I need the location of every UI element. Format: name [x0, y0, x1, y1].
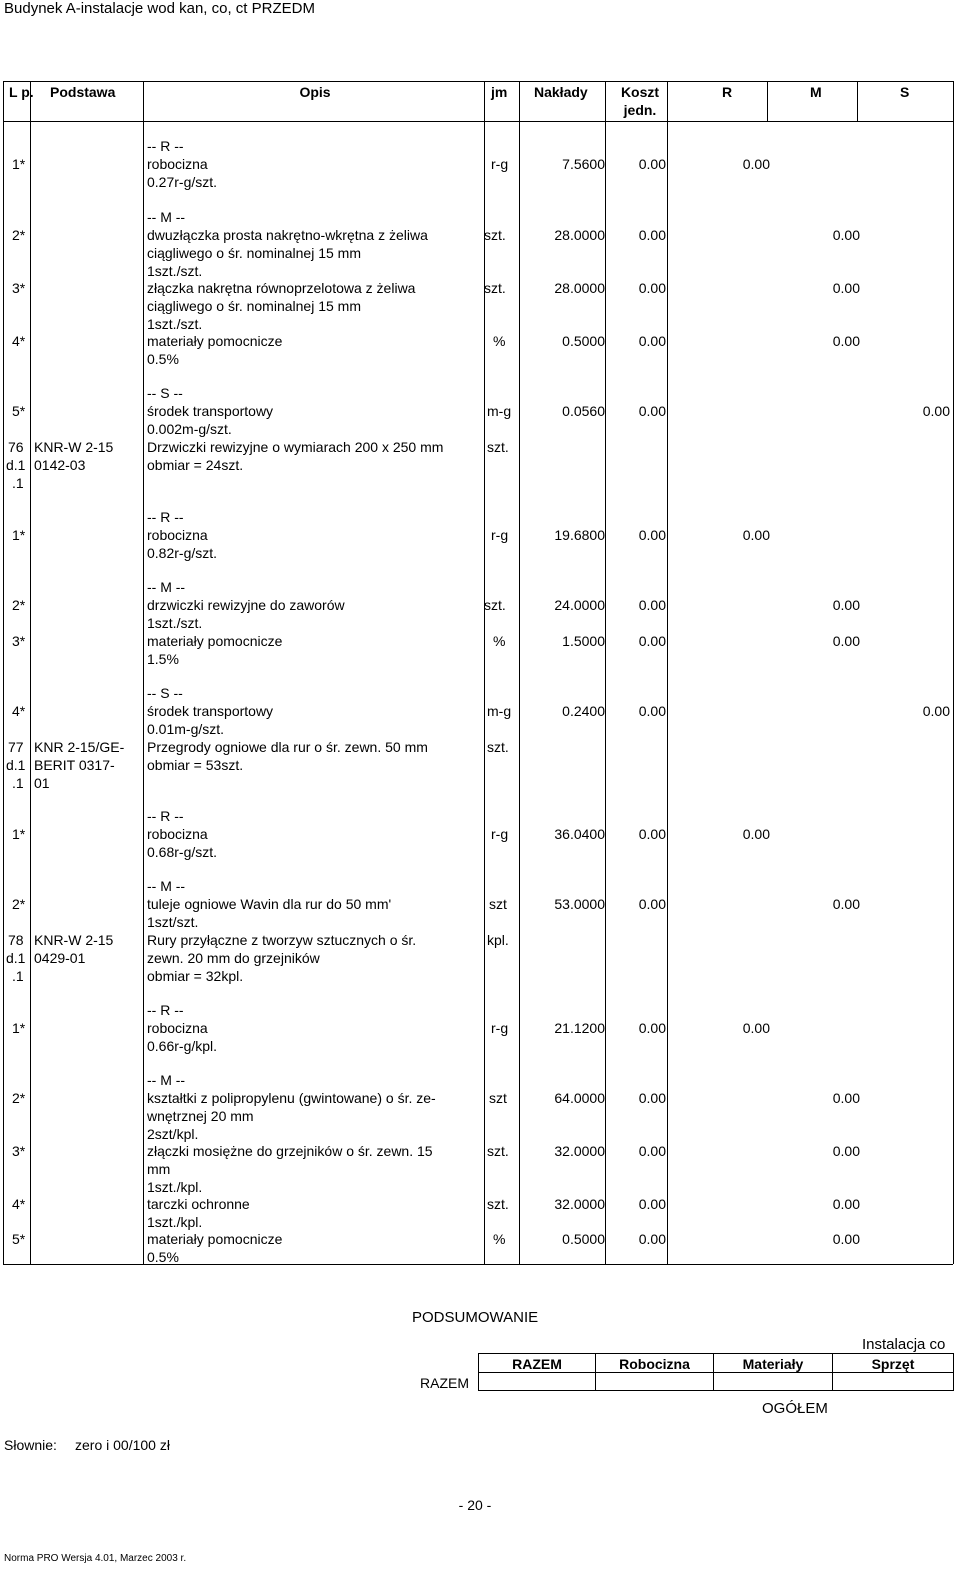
table-cell: 1szt./kpl.	[147, 1179, 203, 1195]
table-cell: 0.00	[832, 633, 860, 649]
table-cell: 2szt/kpl.	[147, 1126, 199, 1142]
table-cell: 1szt/szt.	[147, 914, 199, 930]
table-cell: r-g	[491, 527, 509, 543]
table-cell: 0.5000	[562, 1231, 605, 1247]
table-cell: 1*	[12, 826, 26, 842]
table-cell: 0.00	[922, 403, 950, 419]
table-cell: 32.0000	[554, 1143, 605, 1159]
table-cell: 1szt./szt.	[147, 615, 203, 631]
table-cell: KNR 2-15/GE-	[34, 739, 125, 755]
table-cell: 0.00	[638, 333, 666, 349]
table-cell: 1.5%	[147, 651, 179, 667]
table-cell: 76	[8, 439, 24, 455]
table-cell: .1	[12, 775, 24, 791]
table-cell: 0.00	[832, 1143, 860, 1159]
table-cell: 0.00	[638, 227, 666, 243]
table-cell: ciągliwego o śr. nominalnej 15 mm	[147, 298, 361, 314]
table-cell: 21.1200	[554, 1020, 605, 1036]
table-cell: 0.00	[638, 1090, 666, 1106]
table-cell: 0.00	[832, 1090, 860, 1106]
table-cell: 7.5600	[562, 156, 605, 172]
summary-subtitle: Instalacja co	[862, 1336, 946, 1353]
table-cell: 78	[8, 932, 24, 948]
table-cell: r-g	[491, 1020, 509, 1036]
table-cell: robocizna	[147, 826, 208, 842]
table-cell: 0.68r-g/szt.	[147, 844, 218, 860]
table-cell: d.1	[6, 457, 26, 473]
table-cell: 0.5%	[147, 1249, 179, 1265]
table-cell: szt.	[484, 597, 506, 613]
table-cell: 0.00	[638, 633, 666, 649]
table-cell: 0.00	[832, 1196, 860, 1212]
col-header-naklady: Nakłady	[534, 84, 588, 100]
table-cell: -- M --	[147, 878, 186, 894]
table-cell: -- S --	[147, 385, 183, 401]
table-cell: -- S --	[147, 685, 183, 701]
table-cell: 0.002m-g/szt.	[147, 421, 232, 437]
table-cell: obmiar = 32kpl.	[147, 968, 244, 984]
col-header-koszt: Koszt jedn.	[620, 84, 660, 118]
footer-version: Norma PRO Wersja 4.01, Marzec 2003 r.	[4, 1553, 187, 1564]
table-cell: tuleje ogniowe Wavin dla rur do 50 mm'	[147, 896, 392, 912]
table-cell: 0.00	[742, 1020, 770, 1036]
table-cell: 24.0000	[554, 597, 605, 613]
col-header-r: R	[722, 84, 733, 100]
table-cell: środek transportowy	[147, 403, 274, 419]
table-cell: 64.0000	[554, 1090, 605, 1106]
col-header-podstawa: Podstawa	[50, 84, 116, 100]
table-cell: 0.82r-g/szt.	[147, 545, 218, 561]
table-cell: 19.6800	[554, 527, 605, 543]
table-cell: 5*	[12, 403, 26, 419]
table-cell: mm	[147, 1161, 171, 1177]
table-cell: 0.00	[922, 703, 950, 719]
table-cell: 0.00	[638, 1143, 666, 1159]
table-cell: 0.00	[638, 826, 666, 842]
table-cell: -- R --	[147, 808, 184, 824]
table-cell: robocizna	[147, 1020, 208, 1036]
table-cell: 01	[34, 775, 50, 791]
table-cell: 1*	[12, 527, 26, 543]
table-cell: 28.0000	[554, 280, 605, 296]
table-cell: 53.0000	[554, 896, 605, 912]
table-cell: 0.00	[638, 403, 666, 419]
table-cell: złączki mosiężne do grzejników o śr. zewn. 15	[147, 1143, 433, 1159]
table-cell: -- M --	[147, 1072, 186, 1088]
table-cell: złączka nakrętna równoprzelotowa z żeliwa	[147, 280, 416, 296]
slownie-label: Słownie:	[4, 1437, 57, 1453]
table-cell: obmiar = 24szt.	[147, 457, 244, 473]
summary-col-robocizna: Robocizna	[619, 1356, 690, 1372]
table-cell: 1*	[12, 1020, 26, 1036]
table-cell: Przegrody ogniowe dla rur o śr. zewn. 50 mm	[147, 739, 428, 755]
table-cell: KNR-W 2-15	[34, 439, 114, 455]
table-cell: 0.00	[638, 527, 666, 543]
table-cell: 1szt./szt.	[147, 316, 203, 332]
table-cell: kpl.	[487, 932, 509, 948]
summary-title: PODSUMOWANIE	[412, 1309, 539, 1326]
table-cell: -- M --	[147, 579, 186, 595]
table-cell: 5*	[12, 1231, 26, 1247]
table-cell: 0.27r-g/szt.	[147, 174, 218, 190]
table-cell: 0.5000	[562, 333, 605, 349]
table-cell: 0.00	[638, 280, 666, 296]
table-cell: 2*	[12, 1090, 26, 1106]
table-cell: .1	[12, 475, 24, 491]
table-cell: dwuzłączka prosta nakrętno-wkrętna z żeliwa	[147, 227, 428, 243]
table-cell: ciągliwego o śr. nominalnej 15 mm	[147, 245, 361, 261]
table-cell: 0.00	[832, 280, 860, 296]
table-cell: tarczki ochronne	[147, 1196, 250, 1212]
table-cell: 2*	[12, 597, 26, 613]
table-cell: -- R --	[147, 138, 184, 154]
col-header-s: S	[900, 84, 910, 100]
table-cell: 3*	[12, 633, 26, 649]
table-cell: szt.	[484, 227, 506, 243]
table-cell: materiały pomocnicze	[147, 1231, 283, 1247]
table-cell: Drzwiczki rewizyjne o wymiarach 200 x 250 mm	[147, 439, 444, 455]
table-cell: 1.5000	[562, 633, 605, 649]
document-title: Budynek A-instalacje wod kan, co, ct PRZEDM	[4, 0, 315, 17]
table-cell: szt.	[487, 739, 509, 755]
slownie-value: zero i 00/100 zł	[75, 1437, 170, 1453]
table-cell: -- R --	[147, 1002, 184, 1018]
table-cell: 0.00	[638, 1196, 666, 1212]
table-cell: r-g	[491, 156, 509, 172]
table-cell: 1szt./szt.	[147, 263, 203, 279]
table-cell: 0.5%	[147, 351, 179, 367]
table-cell: zewn. 20 mm do grzejników	[147, 950, 320, 966]
table-cell: 0.00	[638, 1231, 666, 1247]
table-cell: 0.2400	[562, 703, 605, 719]
summary-ogolem: OGÓŁEM	[762, 1400, 828, 1417]
table-cell: materiały pomocnicze	[147, 333, 283, 349]
table-cell: 3*	[12, 280, 26, 296]
table-cell: 0.01m-g/szt.	[147, 721, 225, 737]
table-cell: 4*	[12, 703, 26, 719]
table-cell: 2*	[12, 896, 26, 912]
summary-col-materialy: Materiały	[742, 1356, 804, 1372]
table-cell: 0.00	[742, 527, 770, 543]
table-cell: KNR-W 2-15	[34, 932, 114, 948]
table-cell: -- M --	[147, 209, 186, 225]
summary-row-razem: RAZEM	[420, 1375, 469, 1391]
col-header-m: M	[810, 84, 822, 100]
table-cell: %	[493, 333, 506, 349]
table-cell: 77	[8, 739, 24, 755]
table-cell: obmiar = 53szt.	[147, 757, 244, 773]
table-cell: 4*	[12, 1196, 26, 1212]
page-number: - 20 -	[458, 1497, 492, 1513]
table-cell: środek transportowy	[147, 703, 274, 719]
table-cell: wnętrznej 20 mm	[147, 1108, 254, 1124]
table-cell: kształtki z polipropylenu (gwintowane) o śr. ze-	[147, 1090, 436, 1106]
table-cell: .1	[12, 968, 24, 984]
table-cell: BERIT 0317-	[34, 757, 115, 773]
summary-col-sprzet: Sprzęt	[871, 1356, 915, 1372]
table-cell: szt.	[487, 1143, 509, 1159]
table-cell: 3*	[12, 1143, 26, 1159]
table-cell: d.1	[6, 950, 26, 966]
summary-col-razem: RAZEM	[512, 1356, 562, 1372]
table-cell: drzwiczki rewizyjne do zaworów	[147, 597, 345, 613]
table-cell: szt.	[487, 439, 509, 455]
table-cell: szt	[489, 1090, 507, 1106]
table-cell: 0.00	[832, 1231, 860, 1247]
table-cell: 0.00	[832, 227, 860, 243]
table-cell: 28.0000	[554, 227, 605, 243]
table-cell: r-g	[491, 826, 509, 842]
table-cell: materiały pomocnicze	[147, 633, 283, 649]
table-cell: szt.	[487, 1196, 509, 1212]
table-cell: Rury przyłączne z tworzyw sztucznych o śr.	[147, 932, 417, 948]
table-cell: m-g	[487, 703, 512, 719]
table-cell: 36.0400	[554, 826, 605, 842]
table-cell: -- R --	[147, 509, 184, 525]
table-cell: 0.00	[638, 896, 666, 912]
table-cell: m-g	[487, 403, 512, 419]
table-cell: 0.00	[638, 1020, 666, 1036]
table-cell: 0.66r-g/kpl.	[147, 1038, 218, 1054]
table-cell: szt.	[484, 280, 506, 296]
table-cell: 0.00	[638, 703, 666, 719]
table-cell: L p.	[9, 84, 34, 100]
table-cell: szt	[489, 896, 507, 912]
table-cell: %	[493, 633, 506, 649]
table-cell: 0429-01	[34, 950, 86, 966]
table-cell: 0.00	[742, 156, 770, 172]
col-header-lp	[9, 83, 34, 101]
col-header-jm: jm	[491, 84, 508, 100]
table-cell: 1szt./kpl.	[147, 1214, 203, 1230]
table-cell: 0142-03	[34, 457, 86, 473]
table-cell: 0.00	[832, 597, 860, 613]
col-header-opis: Opis	[299, 84, 331, 100]
table-cell: 0.00	[638, 156, 666, 172]
table-cell: 0.00	[832, 333, 860, 349]
table-cell: 1*	[12, 156, 26, 172]
table-cell: %	[493, 1231, 506, 1247]
table-cell: 2*	[12, 227, 26, 243]
table-cell: robocizna	[147, 156, 208, 172]
table-cell: d.1	[6, 757, 26, 773]
table-cell: 4*	[12, 333, 26, 349]
table-cell: 0.00	[742, 826, 770, 842]
table-cell: 0.00	[832, 896, 860, 912]
table-cell: 0.0560	[562, 403, 605, 419]
table-cell: 32.0000	[554, 1196, 605, 1212]
table-cell: robocizna	[147, 527, 208, 543]
table-cell: 0.00	[638, 597, 666, 613]
